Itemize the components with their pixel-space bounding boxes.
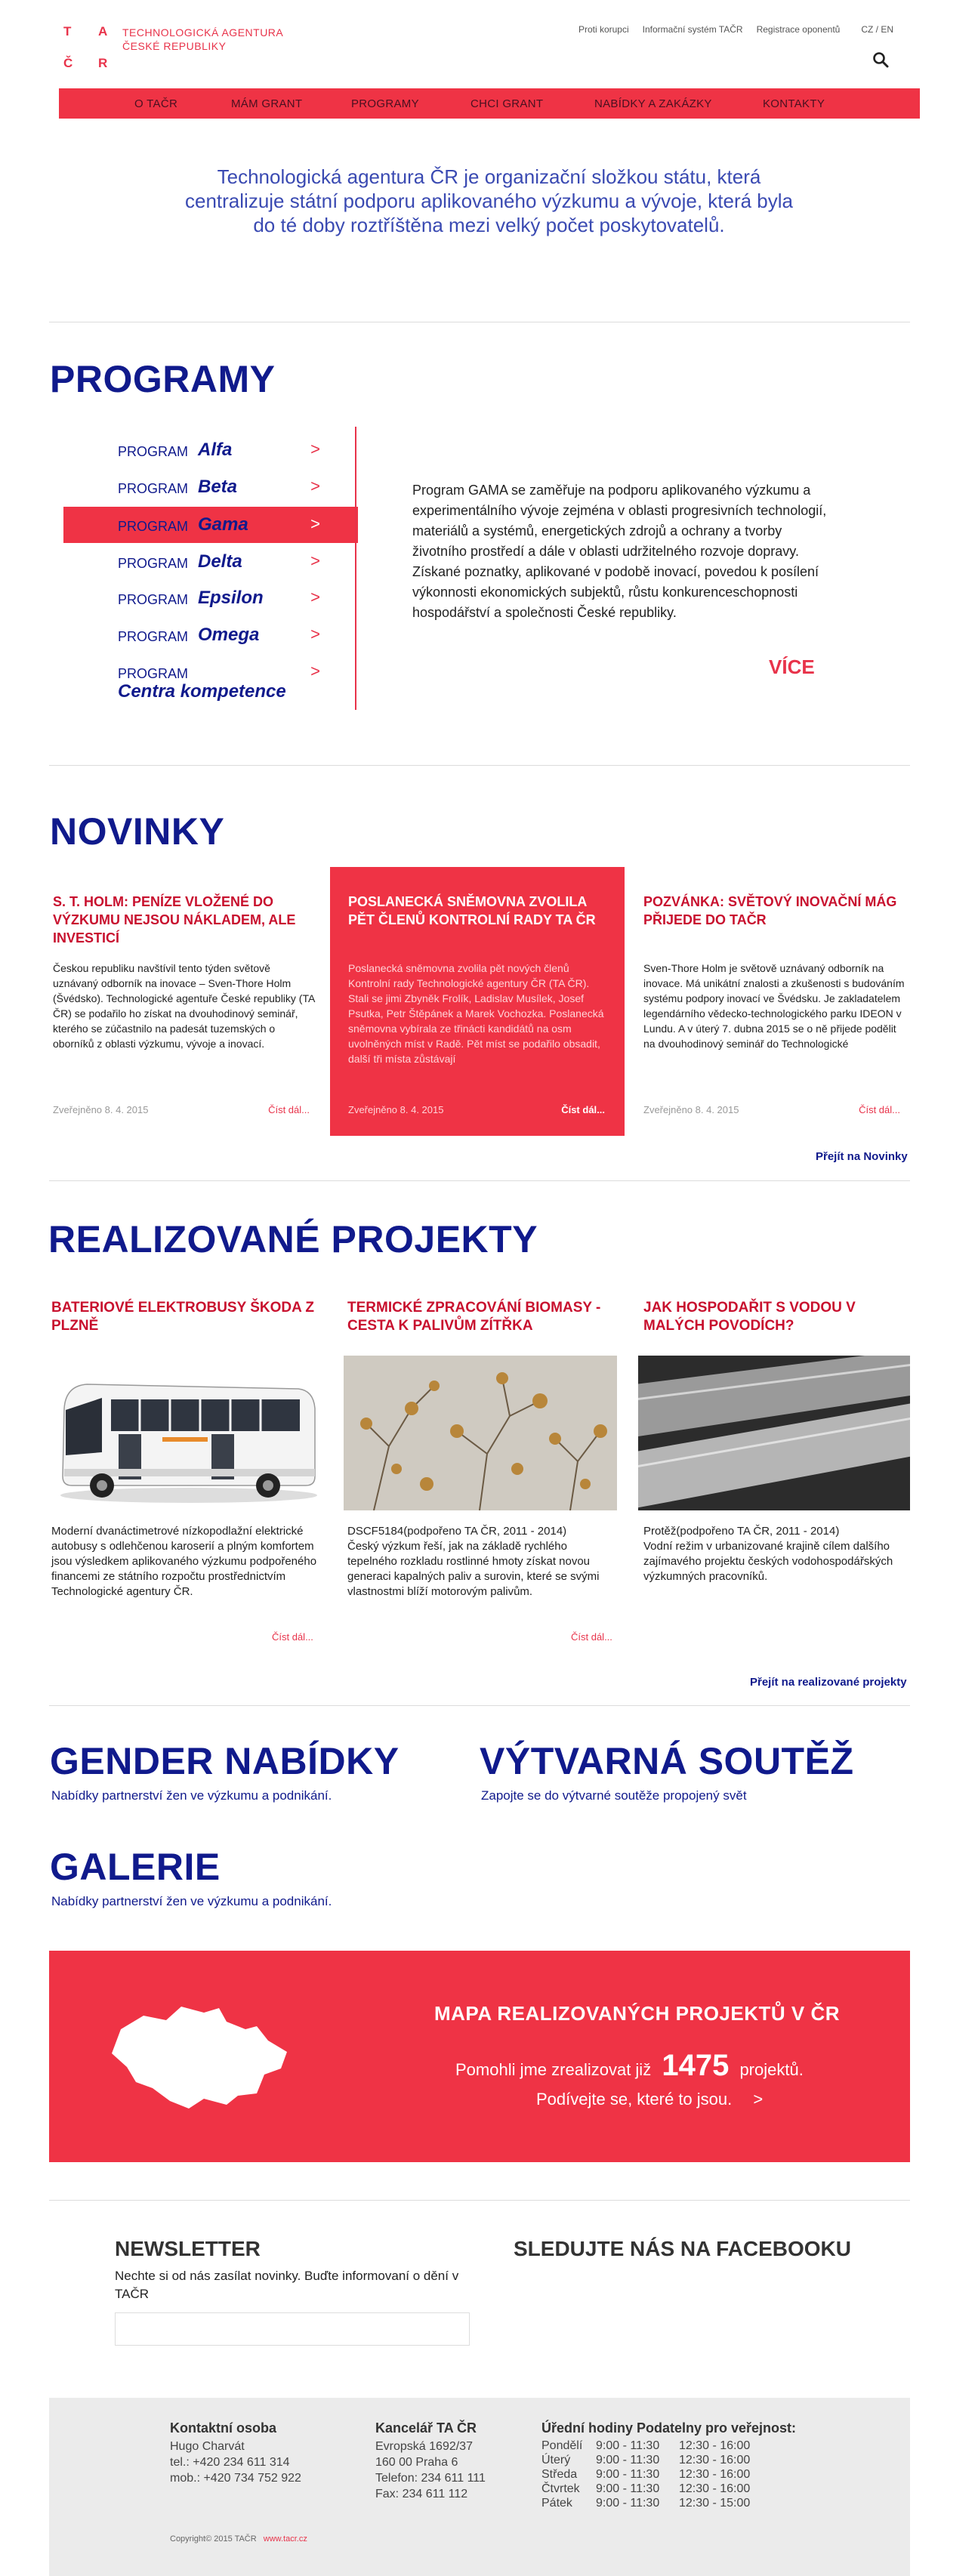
news-card-highlighted[interactable] — [330, 867, 625, 1136]
chevron-right-icon: > — [310, 477, 320, 495]
news-title: NOVINKY — [50, 810, 225, 853]
program-item-epsilon[interactable] — [63, 580, 358, 616]
projects-title: REALIZOVANÉ PROJEKTY — [48, 1218, 538, 1260]
divider — [49, 1180, 910, 1181]
footer-office-title: Kancelář TA ČR — [375, 2420, 477, 2436]
hours-day: Středa — [541, 2468, 578, 2481]
logo-letter: T — [63, 24, 73, 39]
hours-row — [541, 2453, 750, 2467]
program-name: Gama — [198, 514, 248, 535]
news-body: Českou republiku navštívil tento týden světově uznávaný odborník na inovace – Sven-Thore Holm (Švédsko). Technologické agentuře České republiky (TA ČR) se podařilo ho získat na dvouhodinový seminář, kterého se zúčastnilo na padesát tuzemských o oborníků z oblasti výzkumu, vývoje a inovací. — [53, 962, 315, 1050]
program-description: Program GAMA se zaměřuje na podporu aplikovaného výzkumu a experimentálního vývoje zejména v oblasti progresivních technologií, materiálů a systémů, energetických zdrojů a ochrany a tvorby životního prostředí a dále v oblasti udržitelného rozvoje dopravy. Získané poznatky, aplikované v podobě inovací, povedou k posílení výkonnosti ekonomických subjektů, růstu konkurenceschopnosti hospodářství a společnosti České republiky. — [412, 483, 827, 620]
footer-hours — [541, 2439, 750, 2510]
program-prefix: PROGRAM — [118, 556, 189, 571]
program-item-gama[interactable] — [63, 507, 358, 543]
gender-subtitle: Nabídky partnerství žen ve výzkumu a podnikání. — [51, 1788, 332, 1803]
hours-pm: 12:30 - 16:00 — [679, 2454, 751, 2466]
nav-item-have-grant[interactable]: MÁM GRANT — [231, 97, 303, 110]
footer-office-line: Evropská 1692/37 — [375, 2440, 473, 2453]
program-item-delta[interactable] — [63, 544, 358, 580]
footer-contact-line: tel.: +420 234 611 314 — [170, 2456, 290, 2469]
news-date: Zveřejněno 8. 4. 2015 — [643, 1104, 739, 1115]
hours-row — [541, 2467, 750, 2482]
news-title[interactable]: POSLANECKÁ SNĚMOVNA ZVOLILA PĚT ČLENŮ KONTROLNÍ RADY TA ČR — [348, 894, 596, 927]
footer-office — [375, 2439, 486, 2502]
news-read-more[interactable]: Číst dál... — [268, 1104, 310, 1115]
news-body: Sven-Thore Holm je světově uznávaný odborník na inovace. Má unikátní znalosti a zkušenosti s budováním systému podpory inovací ve Švédsku. Je zakladatelem legendárního vědecko-technologického parku IDEON v Lundu. A v úterý 7. dubna 2015 se o ně přijede podělit na dvouhodinový seminář do Technologické — [643, 962, 905, 1050]
org-name — [122, 26, 283, 53]
news-all-link[interactable]: Přejít na Novinky — [816, 1150, 908, 1163]
hours-day: Pátek — [541, 2497, 572, 2510]
nav-item-want-grant[interactable]: CHCI GRANT — [470, 97, 544, 110]
hours-pm: 12:30 - 16:00 — [679, 2482, 751, 2495]
org-name-line2: ČESKÉ REPUBLIKY — [122, 40, 227, 52]
chevron-right-icon: > — [310, 625, 320, 643]
contest-title[interactable]: VÝTVARNÁ SOUTĚŽ — [480, 1740, 854, 1782]
hours-row — [541, 2482, 750, 2496]
hours-am: 9:00 - 11:30 — [596, 2439, 660, 2452]
divider — [49, 765, 910, 766]
news-read-more[interactable]: Číst dál... — [859, 1104, 900, 1115]
nav-item-contacts[interactable]: KONTAKTY — [763, 97, 825, 110]
org-name-line1: TECHNOLOGICKÁ AGENTURA — [122, 26, 284, 39]
hours-am: 9:00 - 11:30 — [596, 2482, 660, 2495]
divider — [49, 2200, 910, 2201]
program-prefix: PROGRAM — [118, 481, 189, 496]
program-prefix: PROGRAM — [118, 592, 189, 607]
footer-contact-title: Kontaktní osoba — [170, 2420, 277, 2436]
chevron-right-icon: > — [310, 551, 320, 570]
newsletter-text: Nechte si od nás zasílat novinky. Buďte informovaní o dění v TAČR — [115, 2269, 459, 2301]
newsletter-email-input[interactable] — [115, 2312, 470, 2346]
main-nav — [59, 88, 920, 119]
top-links — [578, 24, 893, 35]
footer-contact — [170, 2439, 301, 2486]
gender-title[interactable]: GENDER NABÍDKY — [50, 1740, 400, 1782]
map-count-line — [455, 2049, 804, 2083]
programs-title: PROGRAMY — [50, 358, 276, 400]
map-cta-text: Podívejte se, které to jsou. — [536, 2090, 733, 2109]
program-item-omega[interactable] — [63, 617, 358, 653]
program-item-centra[interactable] — [63, 654, 358, 708]
nav-item-offers[interactable]: NABÍDKY A ZAKÁZKY — [594, 97, 712, 110]
map-title: MAPA REALIZOVANÝCH PROJEKTŮ V ČR — [434, 2002, 840, 2025]
divider — [49, 1705, 910, 1706]
program-prefix: PROGRAM — [118, 519, 189, 534]
projects-map-banner[interactable] — [49, 1951, 910, 2162]
hours-pm: 12:30 - 16:00 — [679, 2439, 751, 2452]
hours-am: 9:00 - 11:30 — [596, 2497, 660, 2510]
search-icon[interactable] — [872, 51, 889, 68]
chevron-right-icon: > — [310, 588, 320, 606]
facebook-title: SLEDUJTE NÁS NA FACEBOOKU — [514, 2237, 852, 2260]
news-card[interactable] — [35, 867, 329, 1136]
intro-text: Technologická agentura ČR je organizační složkou státu, která centralizuje státní podporu aplikovaného výzkumu a vývoje, která byla do té doby roztříštěna mezi velký počet poskytovatelů. — [185, 165, 793, 236]
program-name: Alfa — [198, 440, 233, 460]
program-more-link[interactable]: VÍCE — [769, 656, 815, 678]
copyright-text: Copyright© 2015 TAČR — [170, 2534, 257, 2544]
project-read-more[interactable]: Číst dál... — [571, 1631, 612, 1643]
newsletter-title: NEWSLETTER — [115, 2237, 261, 2260]
program-item-beta[interactable] — [63, 469, 358, 505]
projects-all-link[interactable]: Přejít na realizované projekty — [750, 1676, 907, 1689]
news-title[interactable]: S. T. HOLM: PENÍZE VLOŽENÉ DO VÝZKUMU NEJSOU NÁKLADEM, ALE INVESTICÍ — [53, 894, 296, 946]
hours-day: Pondělí — [541, 2439, 583, 2452]
footer-office-line: Telefon: 234 611 111 — [375, 2472, 486, 2485]
czech-map-icon — [106, 1999, 295, 2124]
program-item-alfa[interactable] — [63, 432, 358, 468]
map-cta[interactable] — [536, 2090, 763, 2109]
news-date: Zveřejněno 8. 4. 2015 — [53, 1104, 149, 1115]
chevron-right-icon: > — [753, 2090, 764, 2109]
hours-row — [541, 2496, 750, 2510]
programs-divider — [355, 427, 356, 710]
logo-letter: Č — [63, 56, 74, 70]
toplink-registration[interactable]: Registrace oponentů — [756, 24, 841, 35]
footer-copyright — [170, 2534, 307, 2544]
project-read-more[interactable]: Číst dál... — [272, 1631, 313, 1643]
news-read-more[interactable]: Číst dál... — [561, 1104, 605, 1115]
chevron-right-icon: > — [310, 440, 320, 458]
logo-letter: A — [98, 24, 109, 39]
hours-row — [541, 2439, 750, 2453]
footer-hours-title: Úřední hodiny Podatelny pro veřejnost: — [541, 2420, 797, 2436]
project-body: DSCF5184(podpořeno TA ČR, 2011 - 2014) Český výzkum řeší, jak na základě rychlého tepelného rozkladu rostlinné hmoty získat novou generaci kapalných paliv a surovin, které se svými vlastnostmi blíží motorovým palivům. — [347, 1525, 600, 1598]
hours-am: 9:00 - 11:30 — [596, 2454, 660, 2466]
hours-pm: 12:30 - 16:00 — [679, 2468, 751, 2481]
toplink-anticorruption[interactable]: Proti korupci — [578, 24, 629, 35]
language-switch[interactable]: CZ / EN — [861, 24, 893, 35]
program-name: Delta — [198, 551, 242, 572]
logo[interactable] — [63, 24, 109, 77]
program-name: Centra kompetence — [118, 681, 286, 702]
project-title[interactable]: TERMICKÉ ZPRACOVÁNÍ BIOMASY - CESTA K PALIVŮM ZÍTŘKA — [347, 1300, 601, 1334]
program-name: Beta — [198, 477, 238, 497]
chevron-right-icon: > — [310, 514, 320, 533]
footer-office-line: 160 00 Praha 6 — [375, 2456, 458, 2469]
fiber-image[interactable] — [638, 1356, 910, 1510]
program-prefix: PROGRAM — [118, 444, 189, 459]
toplink-info-system[interactable]: Informační systém TAČR — [642, 24, 743, 35]
project-title[interactable]: BATERIOVÉ ELEKTROBUSY ŠKODA Z PLZNĚ — [51, 1300, 315, 1334]
program-prefix: PROGRAM — [118, 666, 189, 681]
gallery-title[interactable]: GALERIE — [50, 1846, 221, 1888]
project-title[interactable]: JAK HOSPODAŘIT S VODOU V MALÝCH POVODÍCH? — [643, 1300, 856, 1334]
news-card[interactable] — [625, 867, 920, 1136]
footer-contact-line: mob.: +420 734 752 922 — [170, 2472, 301, 2485]
map-count-post: projektů. — [739, 2060, 804, 2079]
contest-subtitle: Zapojte se do výtvarné soutěže propojený svět — [481, 1788, 747, 1803]
logo-letter: R — [98, 56, 109, 70]
program-name: Epsilon — [198, 588, 264, 608]
hours-am: 9:00 - 11:30 — [596, 2468, 660, 2481]
footer — [49, 2398, 910, 2576]
footer-contact-line: Hugo Charvát — [170, 2440, 245, 2453]
nav-item-programs[interactable]: PROGRAMY — [351, 97, 419, 110]
project-body: Moderní dvanáctimetrové nízkopodlažní elektrické autobusy s odlehčenou karoserií a plným komfortem jsou výsledkem aplikovaného výzkumu podpořeného financemi ze státního rozpočtu prostřednictvím Technologické agentury ČR. — [51, 1525, 317, 1598]
bus-image[interactable] — [49, 1356, 321, 1510]
project-body: Protěž(podpořeno TA ČR, 2011 - 2014) Vodní režim v urbanizované krajině cílem dalšího zajímavého projektu českých vodohospodářských výzkumných pracovníků. — [643, 1525, 893, 1583]
hours-pm: 12:30 - 15:00 — [679, 2497, 751, 2510]
footer-office-line: Fax: 234 611 112 — [375, 2488, 468, 2500]
chevron-right-icon: > — [310, 662, 320, 680]
nav-item-about[interactable]: O TAČR — [134, 97, 178, 110]
news-date: Zveřejněno 8. 4. 2015 — [348, 1104, 444, 1115]
program-prefix: PROGRAM — [118, 629, 189, 644]
program-name: Omega — [198, 625, 260, 645]
map-count: 1475 — [662, 2049, 730, 2082]
gallery-subtitle: Nabídky partnerství žen ve výzkumu a podnikání. — [51, 1894, 332, 1908]
footer-site-link[interactable]: www.tacr.cz — [263, 2534, 307, 2544]
map-count-pre: Pomohli jme zrealizovat již — [455, 2060, 652, 2079]
news-body: Poslanecká sněmovna zvolila pět nových členů Kontrolní rady Technologické agentury ČR (TA ČR). Stali se jimi Zbyněk Frolík, Ladislav Musílek, Josef Psutka, Petr Štěpánek a Marek Vochozka. Poslanecká sněmovna vybírala ze třinácti kandidátů na osm uvolněných míst v Radě. Pět míst se podařilo obsadit, další tři místa zůstávají — [348, 962, 604, 1065]
biomass-image[interactable] — [344, 1356, 617, 1510]
news-title[interactable]: POZVÁNKA: SVĚTOVÝ INOVAČNÍ MÁG PŘIJEDE DO TAČR — [643, 894, 897, 927]
hours-day: Úterý — [541, 2454, 571, 2466]
hours-day: Čtvrtek — [541, 2482, 580, 2495]
